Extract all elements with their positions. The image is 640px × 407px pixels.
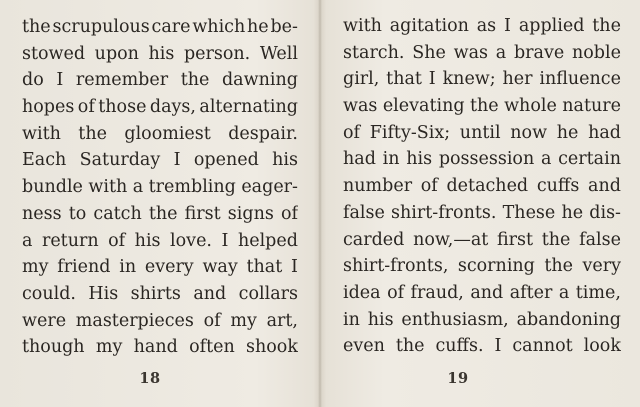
- word: person.: [183, 43, 251, 64]
- word: was: [453, 42, 489, 63]
- word: and: [588, 176, 621, 197]
- text-line: [343, 93, 621, 120]
- word: eager-: [241, 177, 298, 198]
- text-line: [22, 94, 298, 121]
- word: do: [22, 70, 44, 91]
- word: had: [588, 122, 621, 143]
- word: time,: [575, 282, 621, 303]
- word: my: [230, 310, 257, 331]
- word: every: [144, 257, 194, 278]
- word: She: [412, 42, 446, 63]
- word: catch: [93, 203, 142, 224]
- word: his: [272, 150, 298, 171]
- word: enthusiasm,: [401, 309, 509, 330]
- text-line: [343, 120, 621, 147]
- word: were: [22, 310, 67, 331]
- text-line: [343, 307, 621, 334]
- word: the: [180, 70, 210, 91]
- book-gutter: [318, 0, 322, 407]
- word: despair.: [228, 123, 298, 144]
- word: knew;: [442, 69, 496, 90]
- word: after: [509, 282, 553, 303]
- word: with: [22, 123, 61, 144]
- word: scorning: [457, 256, 535, 277]
- text-line: [22, 174, 298, 201]
- word: masterpieces: [75, 310, 194, 331]
- word: detached: [446, 176, 529, 197]
- word: nature: [562, 96, 621, 117]
- word: the: [22, 17, 51, 37]
- word: in: [382, 149, 400, 170]
- word: those: [98, 97, 147, 118]
- text-line: [343, 146, 621, 173]
- word: the: [78, 123, 107, 144]
- word: the: [148, 203, 178, 224]
- word: shook: [246, 337, 298, 358]
- word: he: [247, 17, 269, 37]
- text-line: [22, 308, 298, 335]
- word: upon: [94, 43, 139, 64]
- word: I: [221, 230, 229, 251]
- text-line: [343, 227, 621, 254]
- word: false: [343, 202, 385, 223]
- word: return: [41, 230, 99, 251]
- word: was: [343, 96, 378, 117]
- word: trembling: [148, 177, 236, 198]
- word: his: [148, 43, 175, 64]
- word: opened: [193, 150, 259, 171]
- word: the: [592, 16, 621, 36]
- word: first: [184, 203, 221, 224]
- word: girl,: [343, 69, 380, 90]
- word: that: [246, 257, 283, 278]
- page-number-right: 19: [447, 370, 469, 387]
- word: possession: [438, 149, 535, 170]
- text-line: [22, 254, 298, 281]
- word: a: [22, 230, 33, 251]
- word: shirts: [130, 283, 181, 304]
- word: art,: [266, 310, 298, 331]
- text-line: [343, 333, 621, 360]
- word: signs: [227, 203, 274, 224]
- text-line: [343, 66, 621, 93]
- word: I: [291, 257, 298, 278]
- word: care: [151, 17, 191, 37]
- text-line: [22, 228, 298, 255]
- word: her: [502, 69, 533, 90]
- word: my: [22, 257, 49, 278]
- word: brave: [513, 42, 565, 63]
- word: a: [132, 177, 144, 198]
- word: a: [540, 149, 552, 170]
- word: I: [56, 70, 64, 91]
- word: friend: [57, 257, 111, 278]
- word: the: [541, 229, 571, 250]
- text-line: [22, 14, 298, 41]
- word: and: [470, 282, 504, 303]
- text-line: [343, 280, 621, 307]
- word: though: [22, 337, 85, 358]
- word: agitation: [389, 16, 469, 36]
- word: his: [367, 309, 394, 330]
- left-page-text: [22, 14, 298, 361]
- word: cuffs: [536, 176, 580, 197]
- text-line: [343, 200, 621, 227]
- word: with: [343, 16, 382, 36]
- word: whole: [504, 96, 557, 117]
- word: the: [469, 96, 499, 117]
- word: his: [406, 149, 433, 170]
- word: cuffs.: [435, 336, 484, 357]
- word: until: [459, 122, 501, 143]
- word: the: [395, 336, 425, 357]
- word: with: [88, 177, 128, 198]
- word: fraud,: [410, 282, 464, 303]
- word: I: [173, 150, 181, 171]
- word: of: [280, 203, 298, 224]
- right-page-text: [343, 13, 621, 360]
- word: Well: [259, 43, 298, 64]
- page-number-left: 18: [139, 370, 161, 387]
- word: I: [428, 69, 436, 90]
- word: number: [343, 176, 413, 197]
- text-line: [22, 67, 298, 94]
- word: way: [202, 257, 238, 278]
- word: Saturday: [79, 150, 161, 171]
- word: idea: [343, 282, 381, 303]
- word: cannot: [512, 336, 573, 357]
- word: scrupulous: [52, 17, 150, 37]
- word: of: [387, 282, 405, 303]
- word: now,—at: [413, 229, 489, 250]
- text-line: [22, 334, 298, 361]
- word: dis-: [589, 202, 621, 223]
- word: Fifty-Six;: [369, 122, 451, 143]
- text-line: [22, 147, 298, 174]
- word: be-: [270, 17, 298, 37]
- word: my: [95, 337, 123, 358]
- word: now: [510, 122, 548, 143]
- word: could.: [22, 283, 76, 304]
- word: collars: [238, 283, 298, 304]
- word: remember: [75, 70, 169, 91]
- word: love.: [170, 230, 212, 251]
- word: These: [502, 202, 556, 223]
- word: in: [119, 257, 137, 278]
- word: I: [504, 16, 511, 36]
- word: certain: [558, 149, 621, 170]
- word: starch.: [343, 42, 405, 63]
- word: days,: [149, 97, 196, 118]
- word: his: [134, 230, 161, 251]
- word: he: [556, 122, 579, 143]
- word: elevating: [382, 96, 465, 117]
- word: of: [77, 97, 95, 118]
- text-line: [343, 40, 621, 67]
- word: even: [343, 336, 385, 357]
- word: in: [343, 309, 360, 330]
- word: of: [420, 176, 438, 197]
- word: he: [561, 202, 584, 223]
- word: Each: [22, 150, 67, 171]
- word: alternating: [199, 97, 298, 118]
- word: stowed: [22, 43, 86, 64]
- text-line: [22, 41, 298, 68]
- word: gloomiest: [124, 123, 211, 144]
- word: bundle: [22, 177, 83, 198]
- text-line: [22, 281, 298, 308]
- word: ness: [22, 203, 62, 224]
- word: of: [203, 310, 221, 331]
- word: very: [582, 256, 621, 277]
- text-line: [343, 253, 621, 280]
- word: carded: [343, 229, 405, 250]
- word: dawning: [221, 70, 298, 91]
- text-line: [343, 13, 621, 40]
- word: influence: [539, 69, 621, 90]
- word: noble: [572, 42, 621, 63]
- word: hand: [133, 337, 178, 358]
- word: abandoning: [516, 309, 621, 330]
- word: applied: [518, 16, 585, 36]
- word: shirt-fronts,: [343, 256, 449, 277]
- word: false: [579, 229, 621, 250]
- word: of: [343, 122, 361, 143]
- word: hopes: [22, 97, 75, 118]
- word: to: [68, 203, 87, 224]
- word: had: [343, 149, 376, 170]
- word: His: [88, 283, 119, 304]
- word: look: [583, 336, 621, 357]
- word: shirt-fronts.: [391, 202, 497, 223]
- word: a: [495, 42, 507, 63]
- word: that: [386, 69, 422, 90]
- word: as: [476, 16, 497, 36]
- word: of: [108, 230, 126, 251]
- text-line: [343, 173, 621, 200]
- word: a: [558, 282, 570, 303]
- word: which: [192, 17, 246, 37]
- word: I: [494, 336, 502, 357]
- word: often: [189, 337, 235, 358]
- word: and: [193, 283, 227, 304]
- word: the: [544, 256, 574, 277]
- text-line: [22, 121, 298, 148]
- word: helped: [237, 230, 298, 251]
- word: first: [497, 229, 534, 250]
- text-line: [22, 201, 298, 228]
